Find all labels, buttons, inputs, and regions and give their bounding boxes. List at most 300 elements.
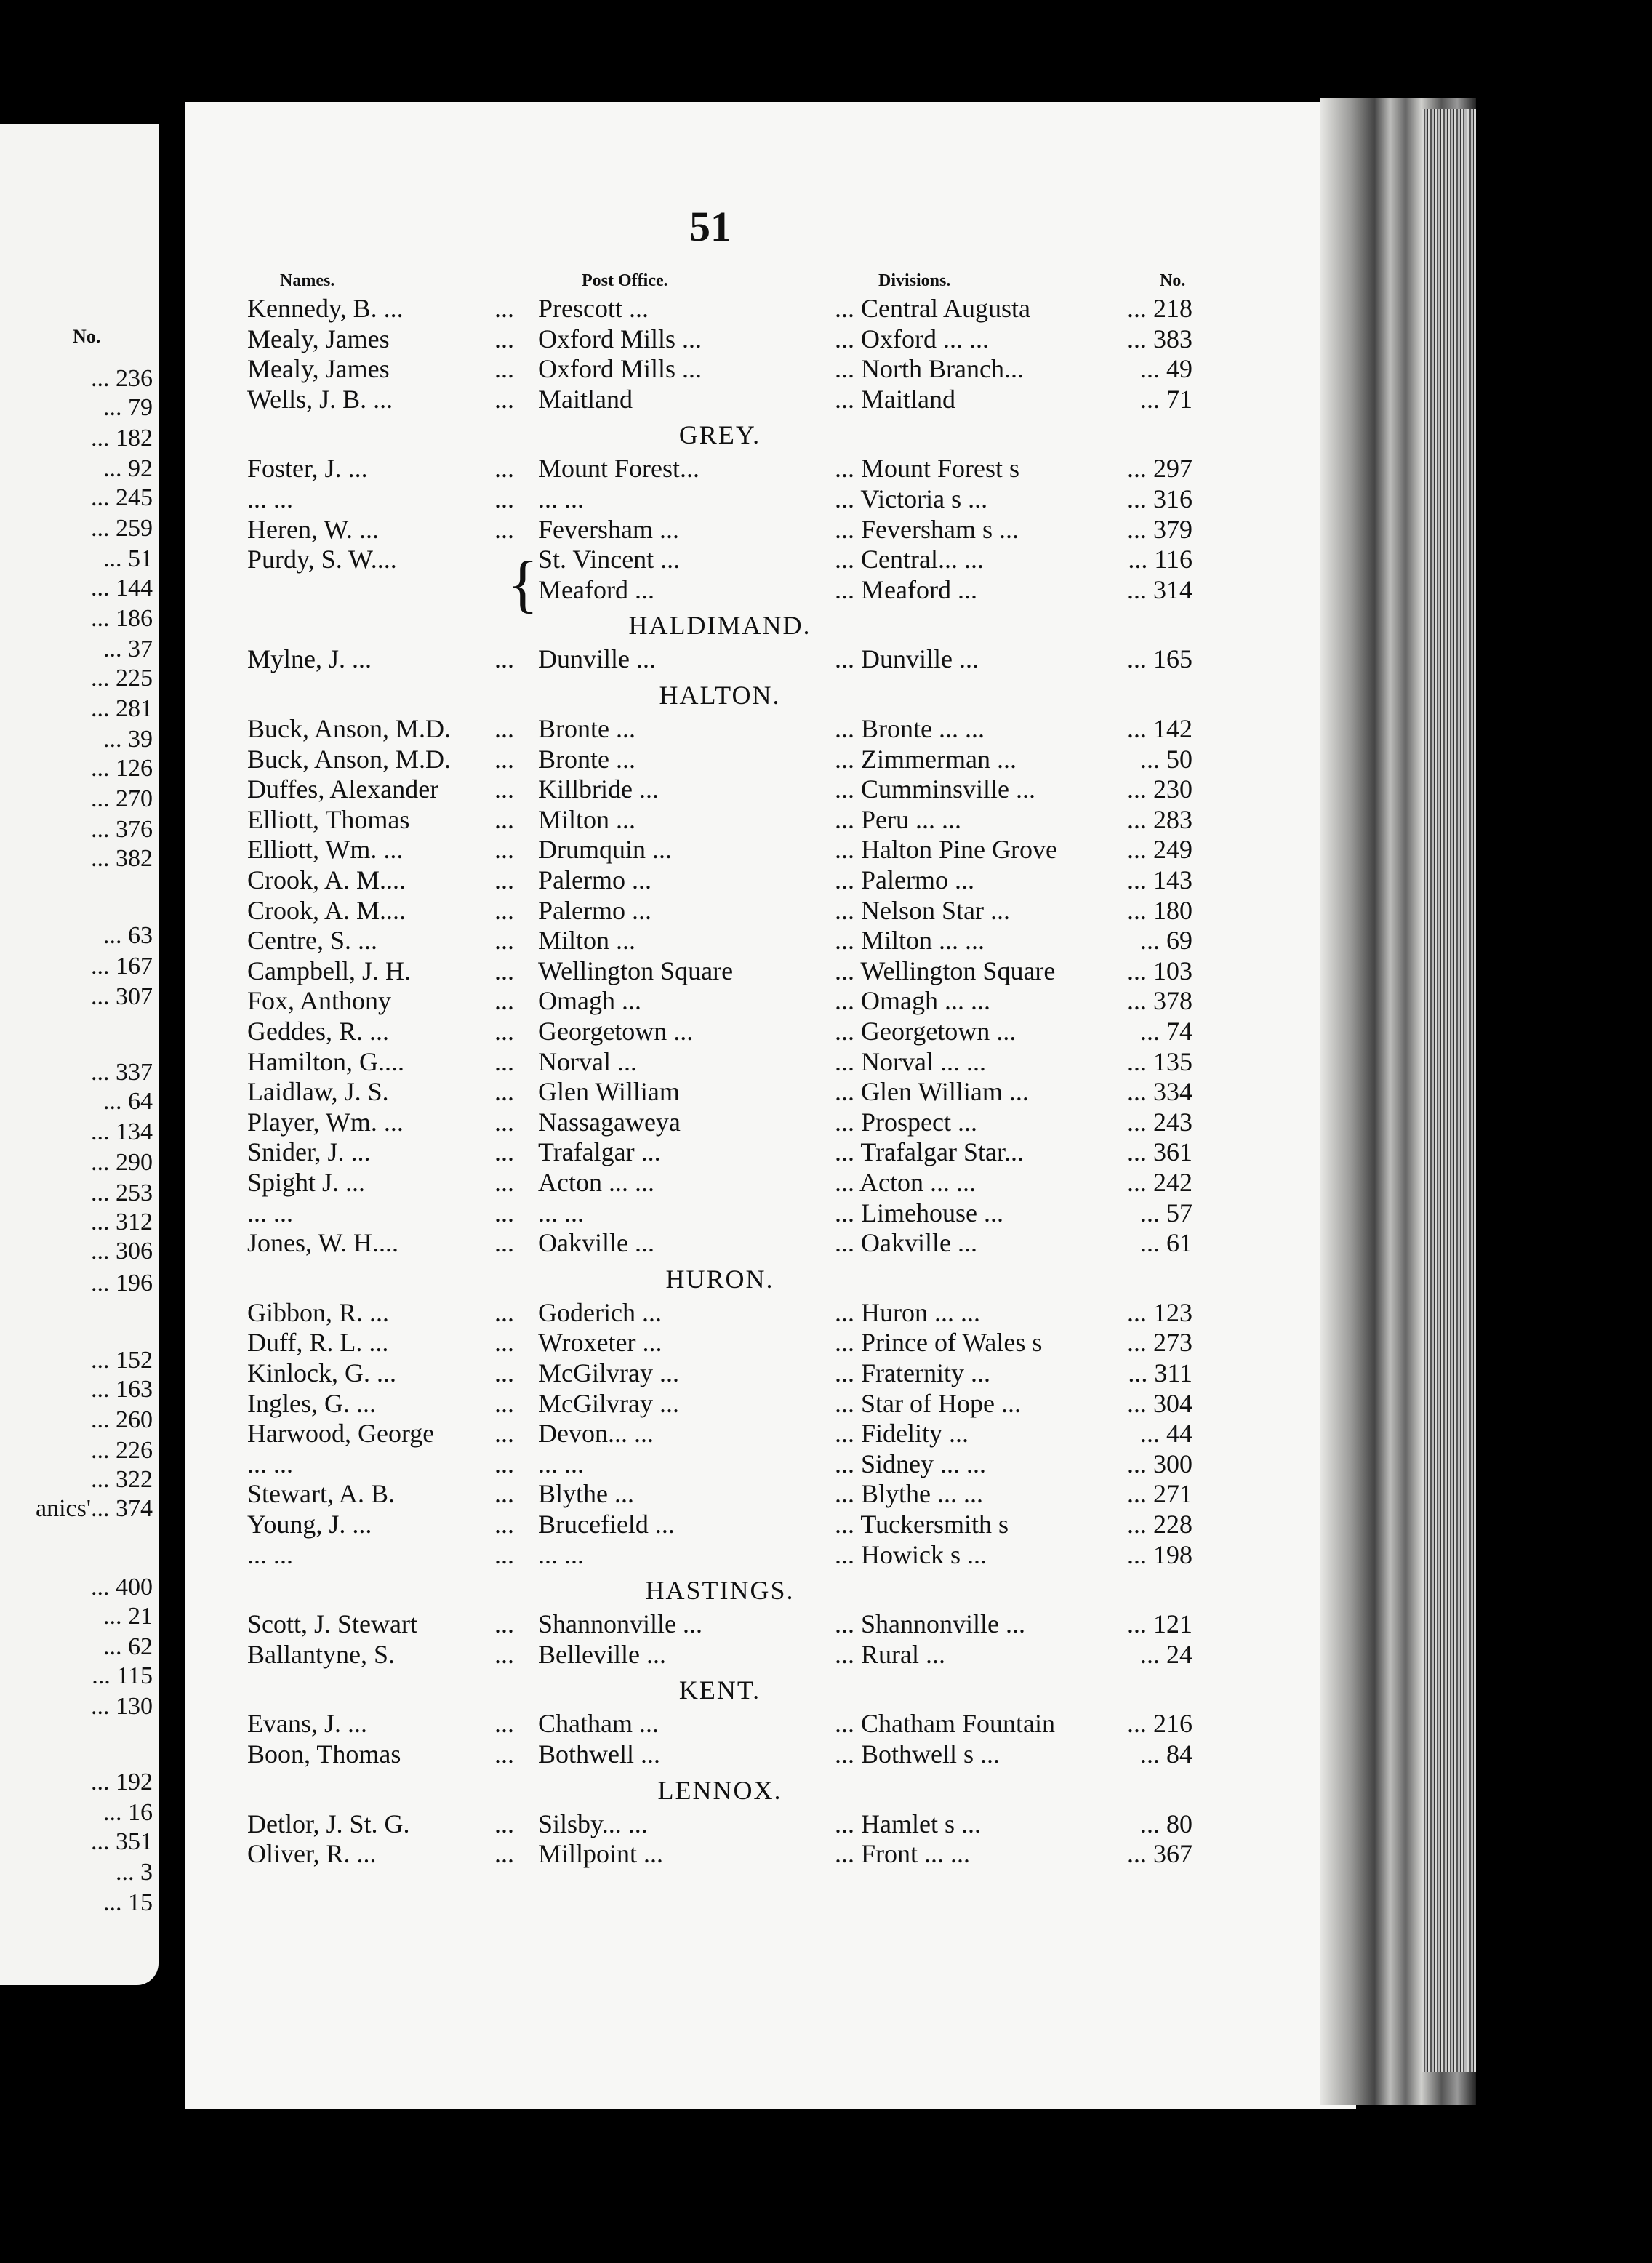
leader-dots: ... xyxy=(494,1168,514,1197)
left-page-fragment xyxy=(0,124,159,1985)
member-name: Harwood, George xyxy=(247,1419,435,1449)
directory-row xyxy=(247,484,1192,514)
division-name: ... Feversham s ... xyxy=(835,514,1019,544)
division-name: ... Fidelity ... xyxy=(835,1419,969,1449)
directory-row xyxy=(247,1478,1192,1509)
leader-dots: ... xyxy=(494,1479,514,1509)
member-name: Player, Wm. ... xyxy=(247,1107,404,1137)
member-name: Boon, Thomas xyxy=(247,1739,401,1769)
leader-dots: ... xyxy=(494,484,514,513)
division-number: ... 297 xyxy=(1127,454,1192,484)
leader-dots: ... xyxy=(494,895,514,925)
division-name: ... Palermo ... xyxy=(835,865,974,894)
member-name: Detlor, J. St. G. xyxy=(247,1809,410,1838)
division-name: ... Hamlet s ... xyxy=(835,1809,981,1838)
directory-row xyxy=(247,1167,1192,1198)
directory-row xyxy=(247,1227,1192,1258)
member-name: Mealy, James xyxy=(247,324,390,353)
division-number: ... 300 xyxy=(1127,1449,1192,1478)
post-office: Glen William xyxy=(538,1077,680,1107)
member-name: Scott, J. Stewart xyxy=(247,1609,417,1639)
member-name: Gibbon, R. ... xyxy=(247,1297,390,1327)
county-heading: HALTON. xyxy=(659,681,781,710)
left-number-row: ... 182 xyxy=(91,425,153,452)
division-number: ... 143 xyxy=(1127,865,1192,894)
left-number-row: ... 152 xyxy=(91,1347,153,1374)
left-number-row: ... 270 xyxy=(91,785,153,812)
left-number-row: ... 290 xyxy=(91,1149,153,1176)
division-number: ... 135 xyxy=(1127,1046,1192,1076)
division-number: ... 228 xyxy=(1127,1510,1192,1539)
division-number: ... 198 xyxy=(1127,1539,1192,1569)
division-number: ... 180 xyxy=(1127,895,1192,925)
post-office: Blythe ... xyxy=(538,1479,634,1509)
leader-dots: ... xyxy=(494,1388,514,1418)
division-number: ... 316 xyxy=(1127,484,1192,513)
left-number-row: ... 39 xyxy=(103,726,153,753)
directory-row xyxy=(247,1418,1192,1449)
directory-row xyxy=(247,1016,1192,1046)
page-edges xyxy=(1422,109,1476,2072)
division-name: ... Prospect ... xyxy=(835,1107,977,1137)
division-number: ... 142 xyxy=(1127,714,1192,743)
post-office: Wroxeter ... xyxy=(538,1328,662,1358)
division-number: ... 44 xyxy=(1140,1419,1192,1449)
division-name: ... Central... ... xyxy=(835,545,984,574)
directory-row xyxy=(247,834,1192,865)
member-name: Campbell, J. H. xyxy=(247,956,411,985)
division-name: ... Howick s ... xyxy=(835,1539,987,1569)
member-name: Laidlaw, J. S. xyxy=(247,1077,389,1107)
division-name: ... Rural ... xyxy=(835,1639,945,1669)
division-number: ... 71 xyxy=(1140,384,1192,414)
left-number-row: ... 281 xyxy=(91,695,153,722)
county-heading: KENT. xyxy=(678,1675,761,1705)
post-office: Norval ... xyxy=(538,1046,637,1076)
member-name: Young, J. ... xyxy=(247,1510,372,1539)
leader-dots: ... xyxy=(494,1017,514,1046)
member-name: Duff, R. L. ... xyxy=(247,1328,389,1358)
division-number: ... 116 xyxy=(1128,545,1192,574)
directory-row xyxy=(247,804,1192,835)
division-name: ... Peru ... ... xyxy=(835,804,961,834)
directory-row xyxy=(247,1137,1192,1167)
post-office: McGilvray ... xyxy=(538,1388,679,1418)
member-name: Centre, S. ... xyxy=(247,926,377,956)
left-number-row: ... 51 xyxy=(103,545,153,572)
division-name: ... Prince of Wales s xyxy=(835,1328,1043,1358)
post-office: Milton ... xyxy=(538,926,636,956)
left-number-row: ... 260 xyxy=(91,1406,153,1433)
leader-dots: ... xyxy=(494,1419,514,1449)
directory-row xyxy=(247,774,1192,804)
directory-row xyxy=(247,1639,1192,1670)
post-office: Dunville ... xyxy=(538,644,656,674)
post-office: Georgetown ... xyxy=(538,1017,694,1046)
division-name: ... Wellington Square xyxy=(835,956,1056,985)
division-name: ... Central Augusta xyxy=(835,294,1030,323)
post-office: Omagh ... xyxy=(538,986,641,1016)
post-office: Maitland xyxy=(538,384,633,414)
left-number-row: ... 382 xyxy=(91,845,153,872)
left-number-row: ... 236 xyxy=(91,365,153,392)
post-office: Palermo ... xyxy=(538,895,651,925)
leader-dots: ... xyxy=(494,835,514,865)
member-name: ... ... xyxy=(247,484,293,513)
page-number: 51 xyxy=(689,203,731,250)
member-name: Duffes, Alexander xyxy=(247,774,439,804)
member-name: ... ... xyxy=(247,1539,293,1569)
left-number-row: ... 144 xyxy=(91,574,153,601)
column-header-post-office: Post Office. xyxy=(582,271,668,290)
directory-row xyxy=(247,1046,1192,1077)
division-name: ... Omagh ... ... xyxy=(835,986,990,1016)
left-number-row: anics'... 374 xyxy=(36,1495,153,1522)
post-office: St. Vincent ... xyxy=(538,545,681,574)
leader-dots: ... xyxy=(494,1297,514,1327)
post-office: ... ... xyxy=(538,1198,584,1227)
left-number-row: ... 322 xyxy=(91,1466,153,1493)
member-name: ... ... xyxy=(247,1449,293,1478)
leader-dots: ... xyxy=(494,1539,514,1569)
post-office: Brucefield ... xyxy=(538,1510,675,1539)
leader-dots: ... xyxy=(494,1358,514,1387)
member-name: Oliver, R. ... xyxy=(247,1839,377,1869)
post-office: Drumquin ... xyxy=(538,835,672,865)
division-name: ... Tuckersmith s xyxy=(835,1510,1009,1539)
directory-row xyxy=(247,895,1192,926)
leader-dots: ... xyxy=(494,986,514,1016)
member-name: Purdy, S. W.... xyxy=(247,545,397,574)
left-number-row: ... 63 xyxy=(103,922,153,949)
leader-dots: ... xyxy=(494,1046,514,1076)
post-office: Devon... ... xyxy=(538,1419,654,1449)
division-name: ... Milton ... ... xyxy=(835,926,985,956)
directory-row xyxy=(247,1198,1192,1228)
directory-row xyxy=(247,1708,1192,1739)
directory-row xyxy=(247,384,1192,414)
directory-row xyxy=(247,985,1192,1016)
division-number: ... 123 xyxy=(1127,1297,1192,1327)
left-number-row: ... 134 xyxy=(91,1118,153,1145)
division-number: ... 311 xyxy=(1128,1358,1192,1387)
member-name: Buck, Anson, M.D. xyxy=(247,744,452,774)
division-number: ... 61 xyxy=(1140,1228,1192,1258)
division-number: ... 165 xyxy=(1127,644,1192,674)
division-name: ... North Branch... xyxy=(835,354,1024,384)
division-number: ... 230 xyxy=(1127,774,1192,804)
post-office: Palermo ... xyxy=(538,865,651,894)
left-number-row: ... 163 xyxy=(91,1376,153,1403)
member-name: Ballantyne, S. xyxy=(247,1639,395,1669)
division-number: ... 378 xyxy=(1127,986,1192,1016)
division-number: ... 74 xyxy=(1140,1017,1192,1046)
member-name: Mylne, J. ... xyxy=(247,644,372,674)
member-name: Kennedy, B. ... xyxy=(247,294,404,323)
leader-dots: ... xyxy=(494,324,514,353)
division-name: ... Georgetown ... xyxy=(835,1017,1017,1046)
post-office: Oxford Mills ... xyxy=(538,354,702,384)
division-number: ... 304 xyxy=(1127,1388,1192,1418)
directory-row xyxy=(247,324,1192,354)
directory-row xyxy=(247,1107,1192,1137)
member-name: Snider, J. ... xyxy=(247,1137,371,1167)
county-heading: GREY. xyxy=(678,420,761,450)
directory-row xyxy=(247,1076,1192,1107)
division-number: ... 57 xyxy=(1140,1198,1192,1227)
member-name: Heren, W. ... xyxy=(247,514,379,544)
member-name: Geddes, R. ... xyxy=(247,1017,389,1046)
leader-dots: ... xyxy=(494,1077,514,1107)
leader-dots: ... xyxy=(494,744,514,774)
division-number: ... 24 xyxy=(1140,1639,1192,1669)
division-number: ... 379 xyxy=(1127,514,1192,544)
leader-dots: ... xyxy=(494,804,514,834)
column-header-divisions: Divisions. xyxy=(878,271,951,290)
member-name: Crook, A. M.... xyxy=(247,865,406,894)
left-number-row: ... 253 xyxy=(91,1179,153,1206)
left-number-row: ... 245 xyxy=(91,484,153,511)
division-name: ... Meaford ... xyxy=(835,574,977,604)
division-name: ... Limehouse ... xyxy=(835,1198,1003,1227)
member-name: Foster, J. ... xyxy=(247,454,368,484)
directory-row xyxy=(247,644,1192,674)
division-name: ... Sidney ... ... xyxy=(835,1449,987,1478)
post-office: Bothwell ... xyxy=(538,1739,660,1769)
division-name: ... Mount Forest s xyxy=(835,454,1020,484)
directory-row xyxy=(247,1838,1192,1869)
left-number-row: ... 196 xyxy=(91,1270,153,1297)
division-number: ... 49 xyxy=(1140,354,1192,384)
directory-row xyxy=(247,925,1192,956)
left-number-row: ... 225 xyxy=(91,665,153,692)
directory-row xyxy=(247,353,1192,384)
directory-row xyxy=(247,1609,1192,1639)
leader-dots: ... xyxy=(494,454,514,484)
leader-dots: ... xyxy=(494,926,514,956)
post-office: ... ... xyxy=(538,484,584,513)
member-name: Jones, W. H.... xyxy=(247,1228,399,1258)
division-number: ... 283 xyxy=(1127,804,1192,834)
division-name: ... Front ... ... xyxy=(835,1839,971,1869)
leader-dots: ... xyxy=(494,956,514,985)
leader-dots: ... xyxy=(494,1839,514,1869)
county-heading: HASTINGS. xyxy=(645,1576,795,1606)
division-number: ... 334 xyxy=(1127,1077,1192,1107)
member-name: Elliott, Wm. ... xyxy=(247,835,404,865)
post-office: Bronte ... xyxy=(538,744,635,774)
left-no-header: No. xyxy=(73,326,101,347)
left-number-row: ... 351 xyxy=(91,1828,153,1855)
leader-dots: ... xyxy=(494,1328,514,1358)
division-number: ... 84 xyxy=(1140,1739,1192,1769)
post-office: Milton ... xyxy=(538,804,636,834)
member-name: Mealy, James xyxy=(247,354,390,384)
column-header-names: Names. xyxy=(280,271,335,290)
leader-dots: ... xyxy=(494,865,514,894)
leader-dots: ... xyxy=(494,1510,514,1539)
post-office: Mount Forest... xyxy=(538,454,700,484)
division-name: ... Bothwell s ... xyxy=(835,1739,1001,1769)
leader-dots: ... xyxy=(494,1609,514,1639)
division-name: ... Blythe ... ... xyxy=(835,1479,983,1509)
leader-dots: ... xyxy=(494,1198,514,1227)
left-number-row: ... 307 xyxy=(91,983,153,1010)
directory-row xyxy=(247,453,1192,484)
directory-row xyxy=(247,1297,1192,1328)
post-office: Meaford ... xyxy=(538,574,654,604)
directory-row xyxy=(247,865,1192,895)
member-name: Evans, J. ... xyxy=(247,1709,367,1739)
post-office: Nassagaweya xyxy=(538,1107,681,1137)
left-number-row: ... 312 xyxy=(91,1209,153,1235)
left-number-row: ... 3 xyxy=(116,1859,153,1886)
county-heading: HALDIMAND. xyxy=(628,611,811,641)
directory-row xyxy=(247,1388,1192,1419)
division-name: ... Shannonville ... xyxy=(835,1609,1025,1639)
post-office: Bronte ... xyxy=(538,714,635,743)
member-name: Elliott, Thomas xyxy=(247,804,410,834)
post-office: Feversham ... xyxy=(538,514,679,544)
division-name: ... Norval ... ... xyxy=(835,1046,986,1076)
left-number-row: ... 92 xyxy=(103,455,153,482)
leader-dots: ... xyxy=(494,774,514,804)
division-name: ... Acton ... ... xyxy=(835,1168,976,1197)
left-number-row: ... 79 xyxy=(103,394,153,421)
member-name: Ingles, G. ... xyxy=(247,1388,376,1418)
left-number-row: ... 226 xyxy=(91,1437,153,1464)
member-name: Kinlock, G. ... xyxy=(247,1358,396,1387)
division-number: ... 314 xyxy=(1127,574,1192,604)
division-name: ... Bronte ... ... xyxy=(835,714,985,743)
leader-dots: ... xyxy=(494,1228,514,1258)
division-name: ... Cumminsville ... xyxy=(835,774,1036,804)
directory-row xyxy=(247,713,1192,744)
leader-dots: ... xyxy=(494,644,514,674)
division-name: ... Oxford ... ... xyxy=(835,324,989,353)
leader-dots: ... xyxy=(494,294,514,323)
leader-dots: ... xyxy=(494,354,514,384)
division-number: ... 103 xyxy=(1127,956,1192,985)
member-name: Spight J. ... xyxy=(247,1168,366,1197)
left-number-row: ... 62 xyxy=(103,1633,153,1660)
leader-dots: ... xyxy=(494,384,514,414)
left-number-row: ... 337 xyxy=(91,1059,153,1086)
division-number: ... 50 xyxy=(1140,744,1192,774)
division-number: ... 383 xyxy=(1127,324,1192,353)
division-number: ... 273 xyxy=(1127,1328,1192,1358)
column-header-no: No. xyxy=(1160,271,1186,290)
division-name: ... Nelson Star ... xyxy=(835,895,1010,925)
division-number: ... 216 xyxy=(1127,1709,1192,1739)
division-name: ... Oakville ... xyxy=(835,1228,977,1258)
left-number-row: ... 15 xyxy=(103,1889,153,1916)
post-office: Oakville ... xyxy=(538,1228,654,1258)
county-heading: LENNOX. xyxy=(657,1775,782,1805)
division-name: ... Glen William ... xyxy=(835,1077,1029,1107)
directory-row xyxy=(247,514,1192,545)
division-name: ... Maitland xyxy=(835,384,955,414)
member-name: Hamilton, G.... xyxy=(247,1046,404,1076)
leader-dots: ... xyxy=(494,514,514,544)
post-office: Millpoint ... xyxy=(538,1839,664,1869)
directory-row xyxy=(247,544,1192,574)
left-number-row: ... 400 xyxy=(91,1574,153,1601)
division-number: ... 218 xyxy=(1127,294,1192,323)
division-number: ... 367 xyxy=(1127,1839,1192,1869)
member-name: Buck, Anson, M.D. xyxy=(247,714,452,743)
division-name: ... Trafalgar Star... xyxy=(835,1137,1024,1167)
left-number-row: ... 192 xyxy=(91,1769,153,1795)
directory-row xyxy=(247,956,1192,986)
left-number-row: ... 16 xyxy=(103,1799,153,1826)
county-heading: HURON. xyxy=(665,1264,774,1294)
division-name: ... Star of Hope ... xyxy=(835,1388,1021,1418)
directory-row xyxy=(247,574,1192,605)
post-office: Trafalgar ... xyxy=(538,1137,661,1167)
division-number: ... 249 xyxy=(1127,835,1192,865)
post-office: Chatham ... xyxy=(538,1709,659,1739)
post-office: McGilvray ... xyxy=(538,1358,679,1387)
left-number-row: ... 167 xyxy=(91,953,153,980)
post-office: Oxford Mills ... xyxy=(538,324,702,353)
division-name: ... Halton Pine Grove xyxy=(835,835,1057,865)
division-number: ... 69 xyxy=(1140,926,1192,956)
directory-row xyxy=(247,1539,1192,1570)
post-office: Acton ... ... xyxy=(538,1168,654,1197)
directory-row xyxy=(247,1509,1192,1539)
member-name: Wells, J. B. ... xyxy=(247,384,393,414)
post-office: ... ... xyxy=(538,1449,584,1478)
post-office: Silsby... ... xyxy=(538,1809,648,1838)
division-number: ... 271 xyxy=(1127,1479,1192,1509)
left-number-row: ... 37 xyxy=(103,636,153,662)
brace-mark: { xyxy=(508,549,539,620)
division-name: ... Chatham Fountain xyxy=(835,1709,1055,1739)
left-number-row: ... 186 xyxy=(91,605,153,632)
division-name: ... Victoria s ... xyxy=(835,484,988,513)
post-office: Goderich ... xyxy=(538,1297,662,1327)
leader-dots: ... xyxy=(494,1137,514,1167)
division-name: ... Huron ... ... xyxy=(835,1297,980,1327)
post-office: Prescott ... xyxy=(538,294,649,323)
left-number-row: ... 259 xyxy=(91,515,153,542)
division-number: ... 361 xyxy=(1127,1137,1192,1167)
division-number: ... 243 xyxy=(1127,1107,1192,1137)
post-office: Killbride ... xyxy=(538,774,659,804)
directory-row xyxy=(247,1739,1192,1769)
leader-dots: ... xyxy=(494,1107,514,1137)
left-number-row: ... 64 xyxy=(103,1088,153,1115)
directory-row xyxy=(247,1327,1192,1358)
post-office: Shannonville ... xyxy=(538,1609,702,1639)
division-name: ... Dunville ... xyxy=(835,644,979,674)
leader-dots: ... xyxy=(494,1709,514,1739)
member-name: Stewart, A. B. xyxy=(247,1479,395,1509)
leader-dots: ... xyxy=(494,1449,514,1478)
leader-dots: ... xyxy=(494,1809,514,1838)
directory-row xyxy=(247,1449,1192,1479)
directory-row xyxy=(247,1358,1192,1388)
division-name: ... Fraternity ... xyxy=(835,1358,990,1387)
left-number-row: ... 376 xyxy=(91,816,153,843)
directory-row xyxy=(247,1809,1192,1839)
left-number-row: ... 115 xyxy=(92,1662,153,1689)
leader-dots: ... xyxy=(494,1639,514,1669)
left-number-row: ... 21 xyxy=(103,1603,153,1630)
post-office: Wellington Square xyxy=(538,956,734,985)
member-name: Crook, A. M.... xyxy=(247,895,406,925)
